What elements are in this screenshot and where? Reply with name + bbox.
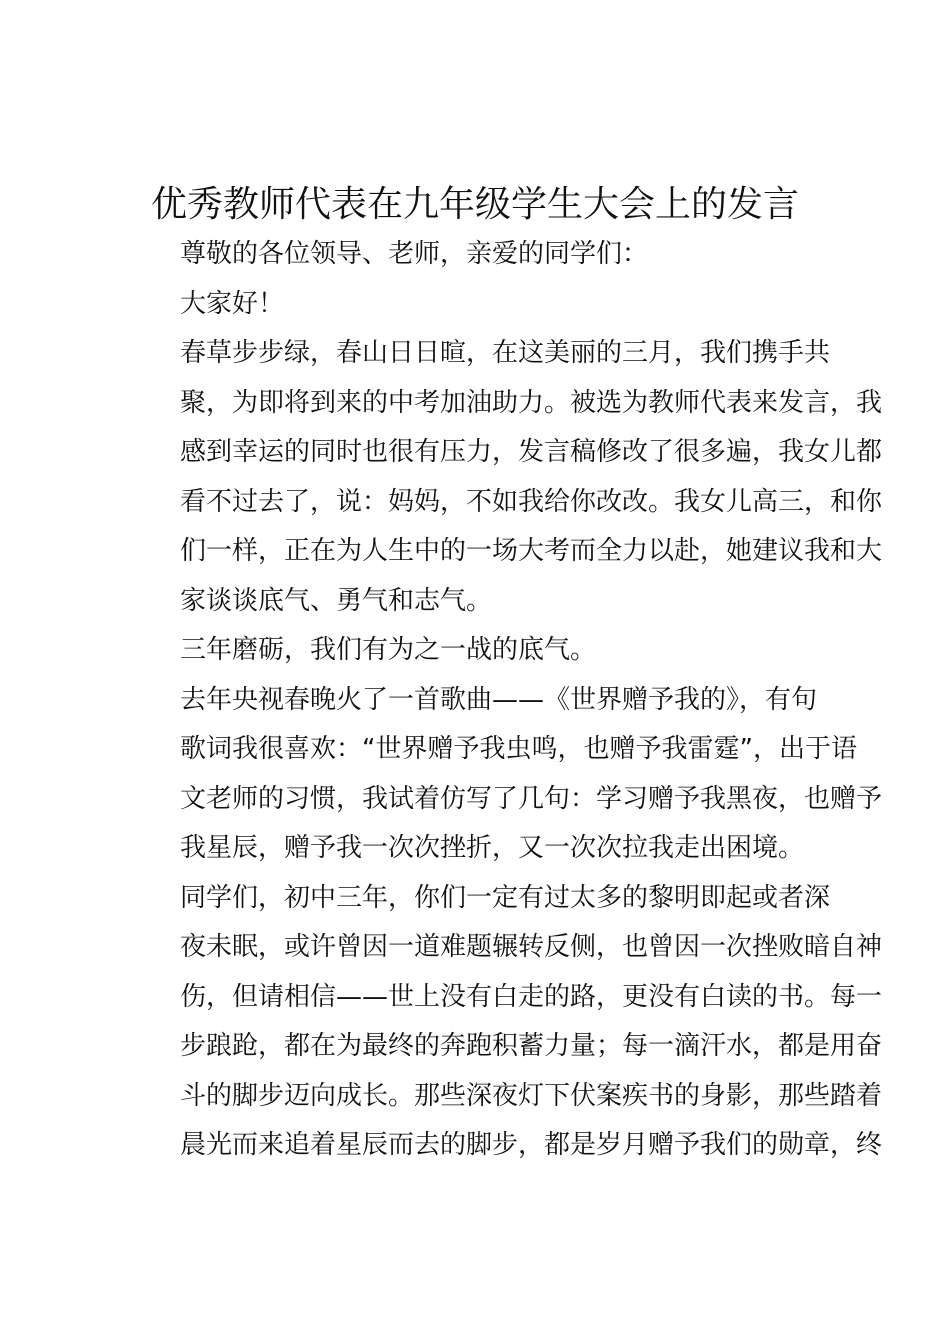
text-line: 晨光而来追着星辰而去的脚步，都是岁月赠予我们的勋章，终 <box>180 1130 883 1160</box>
text-line: 感到幸运的同时也很有压力，发言稿修改了很多遍，我女儿都 <box>180 437 883 467</box>
text-line: 三年磨砺，我们有为之一战的底气。 <box>180 635 597 665</box>
document-body <box>128 230 883 1171</box>
text-line: 去年央视春晚火了一首歌曲——《世界赠予我的》，有句 <box>180 684 818 715</box>
text-line: 斗的脚步迈向成长。那些深夜灯下伏案疾书的身影，那些踏着 <box>180 1080 883 1111</box>
paragraph-students <box>128 874 883 1171</box>
text-line: 聚，为即将到来的中考加油助力。被选为教师代表来发言，我 <box>180 387 883 418</box>
document-title: 优秀教师代表在九年级学生大会上的发言 <box>150 184 799 225</box>
text-line: 夜未眠，或许曾因一道难题辗转反侧，也曾因一次挫败暗自神 <box>180 932 883 962</box>
text-line: 大家好！ <box>180 288 285 319</box>
text-line: 同学们，初中三年，你们一定有过太多的黎明即起或者深 <box>180 882 831 913</box>
text-line: 看不过去了，说：妈妈，不如我给你改改。我女儿高三，和你 <box>180 486 883 517</box>
text-line: 家谈谈底气、勇气和志气。 <box>180 585 493 616</box>
text-line: 歌词我很喜欢：“世界赠予我虫鸣，也赠予我雷霆”，出于语 <box>180 734 857 764</box>
paragraph-section-heading <box>128 626 832 676</box>
text-line: 我星辰，赠予我一次次挫折，又一次次拉我走出困境。 <box>180 833 805 863</box>
text-line: 们一样，正在为人生中的一场大考而全力以赴，她建议我和大 <box>180 536 883 566</box>
text-line: 文老师的习惯，我试着仿写了几句：学习赠予我黑夜，也赠予 <box>180 783 883 814</box>
paragraph-song <box>128 676 883 874</box>
paragraph-greeting <box>128 230 832 280</box>
paragraph-intro <box>128 329 883 626</box>
paragraph-hello <box>128 280 832 330</box>
text-line: 尊敬的各位领导、老师，亲爱的同学们： <box>180 239 649 269</box>
text-line: 伤，但请相信——世上没有白走的路，更没有白读的书。每一 <box>180 981 883 1012</box>
text-line: 春草步步绿，春山日日暄，在这美丽的三月，我们携手共 <box>180 338 831 368</box>
text-line: 步踉跄，都在为最终的奔跑积蓄力量；每一滴汗水，都是用奋 <box>180 1031 883 1061</box>
